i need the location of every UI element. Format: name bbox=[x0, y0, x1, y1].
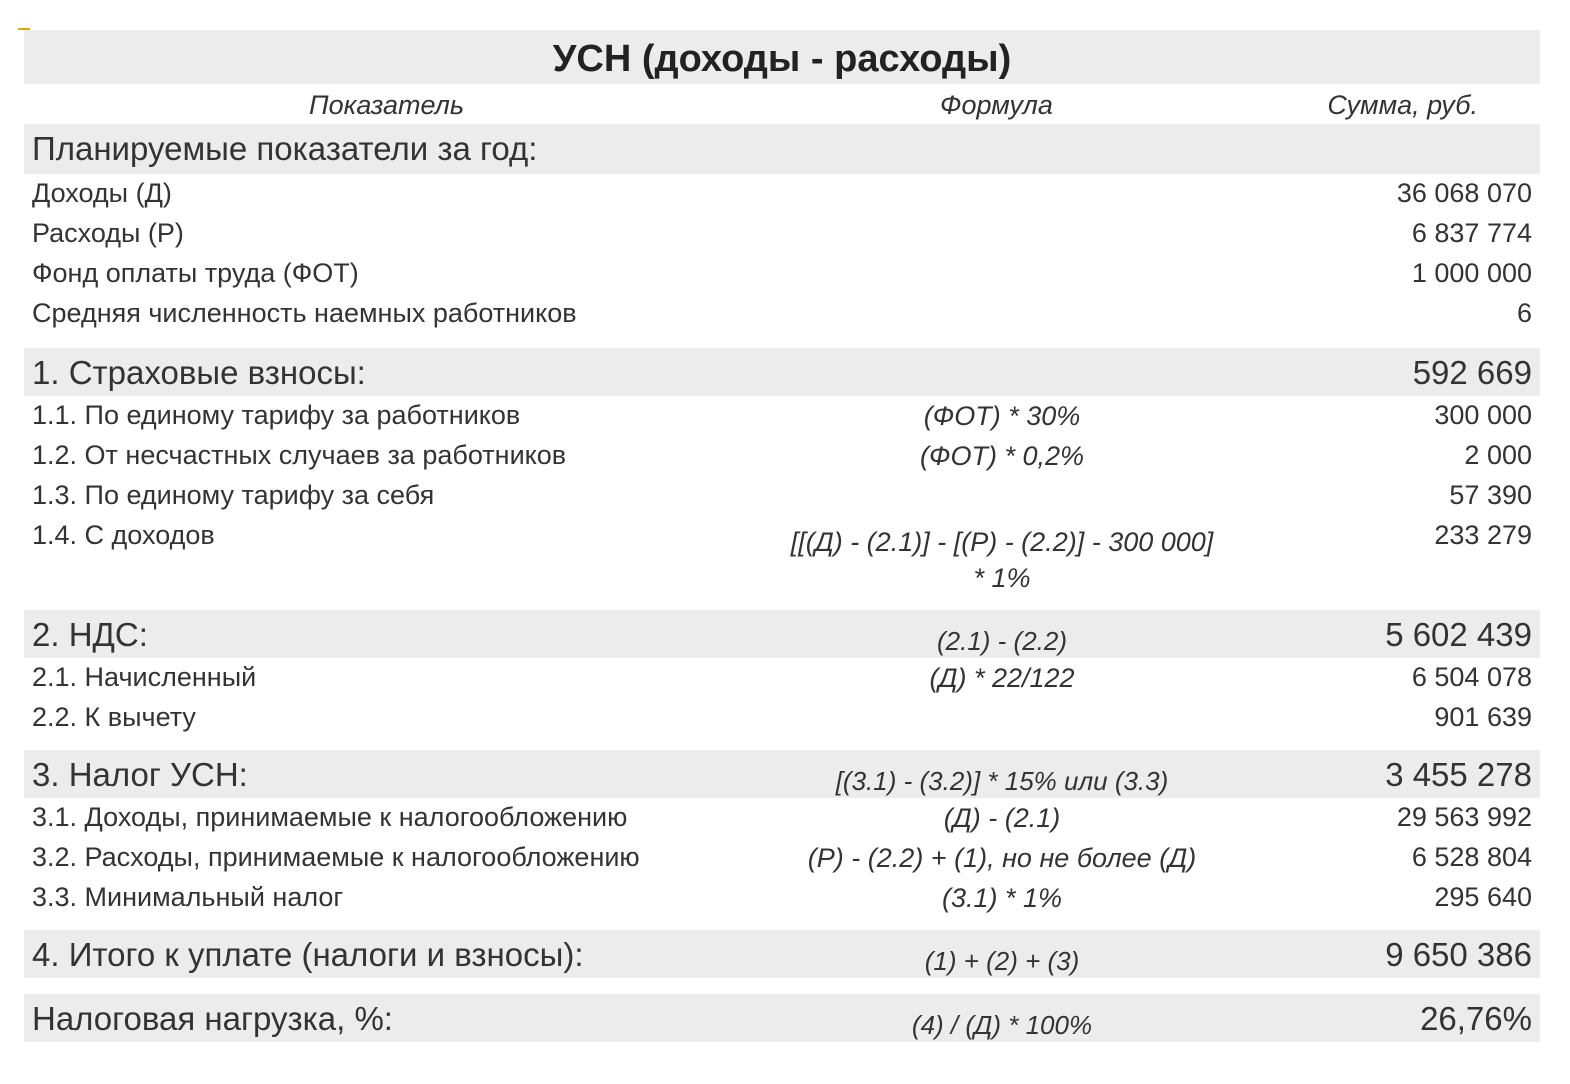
row-sum: 6 837 774 bbox=[1411, 218, 1532, 248]
row-sum: 295 640 bbox=[1434, 882, 1532, 912]
table-row bbox=[24, 174, 1540, 214]
section-label: 2. НДС: bbox=[32, 616, 148, 653]
table-row bbox=[24, 658, 1540, 698]
table-row bbox=[24, 294, 1540, 334]
row-label: 1.2. От несчастных случаев за работников bbox=[32, 440, 567, 470]
row-formula: (Д) * 22/122 bbox=[929, 663, 1075, 693]
row-formula: (Д) - (2.1) bbox=[943, 803, 1061, 833]
row-label: 3.2. Расходы, принимаемые к налогообложению bbox=[32, 842, 640, 872]
row-label: 1.1. По единому тарифу за работников bbox=[32, 400, 521, 430]
table-row bbox=[24, 878, 1540, 918]
table-title: УСН (доходы - расходы) bbox=[24, 30, 1540, 84]
table-row bbox=[24, 798, 1540, 838]
row-sum: 6 bbox=[1516, 298, 1532, 328]
formula-line-1: [[(Д) - (2.1)] - [(Р) - (2.2)] - 300 000] bbox=[790, 527, 1214, 557]
header-indicator: Показатель bbox=[309, 90, 465, 120]
section-formula: (4) / (Д) * 100% bbox=[911, 1010, 1093, 1040]
section-label: 4. Итого к уплате (налоги и взносы): bbox=[32, 936, 584, 973]
row-label: 3.1. Доходы, принимаемые к налогообложению bbox=[32, 802, 628, 832]
table-row bbox=[24, 254, 1540, 294]
table-row bbox=[24, 476, 1540, 516]
section-sum: 26,76% bbox=[1420, 1000, 1532, 1037]
row-formula bbox=[791, 524, 1214, 596]
row-sum: 233 279 bbox=[1434, 520, 1532, 550]
row-label: Доходы (Д) bbox=[32, 178, 172, 208]
section-vat bbox=[24, 610, 1540, 658]
table-row bbox=[24, 516, 1540, 593]
row-formula: (ФОТ) * 30% bbox=[923, 401, 1081, 431]
row-label: 3.3. Минимальный налог bbox=[32, 882, 344, 912]
row-formula: (ФОТ) * 0,2% bbox=[920, 441, 1084, 471]
section-label: 1. Страховые взносы: bbox=[32, 354, 366, 391]
formula-line-2: * 1% bbox=[973, 563, 1031, 593]
row-sum: 901 639 bbox=[1434, 702, 1532, 732]
row-label: 1.4. С доходов bbox=[32, 520, 215, 550]
row-sum: 2 000 bbox=[1464, 440, 1532, 470]
tax-table bbox=[24, 30, 1540, 1042]
table-row bbox=[24, 396, 1540, 436]
table-row bbox=[24, 214, 1540, 254]
header-formula: Формула bbox=[940, 90, 1053, 120]
row-sum: 57 390 bbox=[1449, 480, 1532, 510]
row-sum: 1 000 000 bbox=[1411, 258, 1532, 288]
row-label: 1.3. По единому тарифу за себя bbox=[32, 480, 435, 510]
table-row bbox=[24, 436, 1540, 476]
section-formula: [(3.1) - (3.2)] * 15% или (3.3) bbox=[835, 766, 1169, 796]
row-label: Расходы (Р) bbox=[32, 218, 184, 248]
table-row bbox=[24, 838, 1540, 878]
section-sum: 592 669 bbox=[1412, 354, 1532, 391]
row-sum: 29 563 992 bbox=[1396, 802, 1532, 832]
row-formula: (3.1) * 1% bbox=[941, 883, 1063, 913]
row-label: 2.2. К вычету bbox=[32, 702, 196, 732]
section-sum: 9 650 386 bbox=[1385, 936, 1532, 973]
section-label: 3. Налог УСН: bbox=[32, 756, 248, 793]
row-formula: (Р) - (2.2) + (1), но не более (Д) bbox=[807, 843, 1197, 873]
column-headers bbox=[24, 84, 1540, 124]
row-label: Фонд оплаты труда (ФОТ) bbox=[32, 258, 359, 288]
table-row bbox=[24, 698, 1540, 738]
section-formula: (1) + (2) + (3) bbox=[924, 946, 1080, 976]
header-sum: Сумма, руб. bbox=[1327, 90, 1478, 120]
section-label: Планируемые показатели за год: bbox=[32, 130, 538, 167]
section-insurance bbox=[24, 348, 1540, 396]
section-label: Налоговая нагрузка, %: bbox=[32, 1000, 393, 1037]
section-formula: (2.1) - (2.2) bbox=[936, 626, 1068, 656]
section-usn-tax bbox=[24, 750, 1540, 798]
row-sum: 6 504 078 bbox=[1411, 662, 1532, 692]
row-sum: 36 068 070 bbox=[1396, 178, 1532, 208]
row-sum: 6 528 804 bbox=[1411, 842, 1532, 872]
row-label: 2.1. Начисленный bbox=[32, 662, 257, 692]
row-label: Средняя численность наемных работников bbox=[32, 298, 577, 328]
row-sum: 300 000 bbox=[1434, 400, 1532, 430]
section-total bbox=[24, 930, 1540, 978]
section-sum: 5 602 439 bbox=[1385, 616, 1532, 653]
section-sum: 3 455 278 bbox=[1385, 756, 1532, 793]
section-planned bbox=[24, 124, 1540, 174]
section-tax-burden bbox=[24, 994, 1540, 1042]
